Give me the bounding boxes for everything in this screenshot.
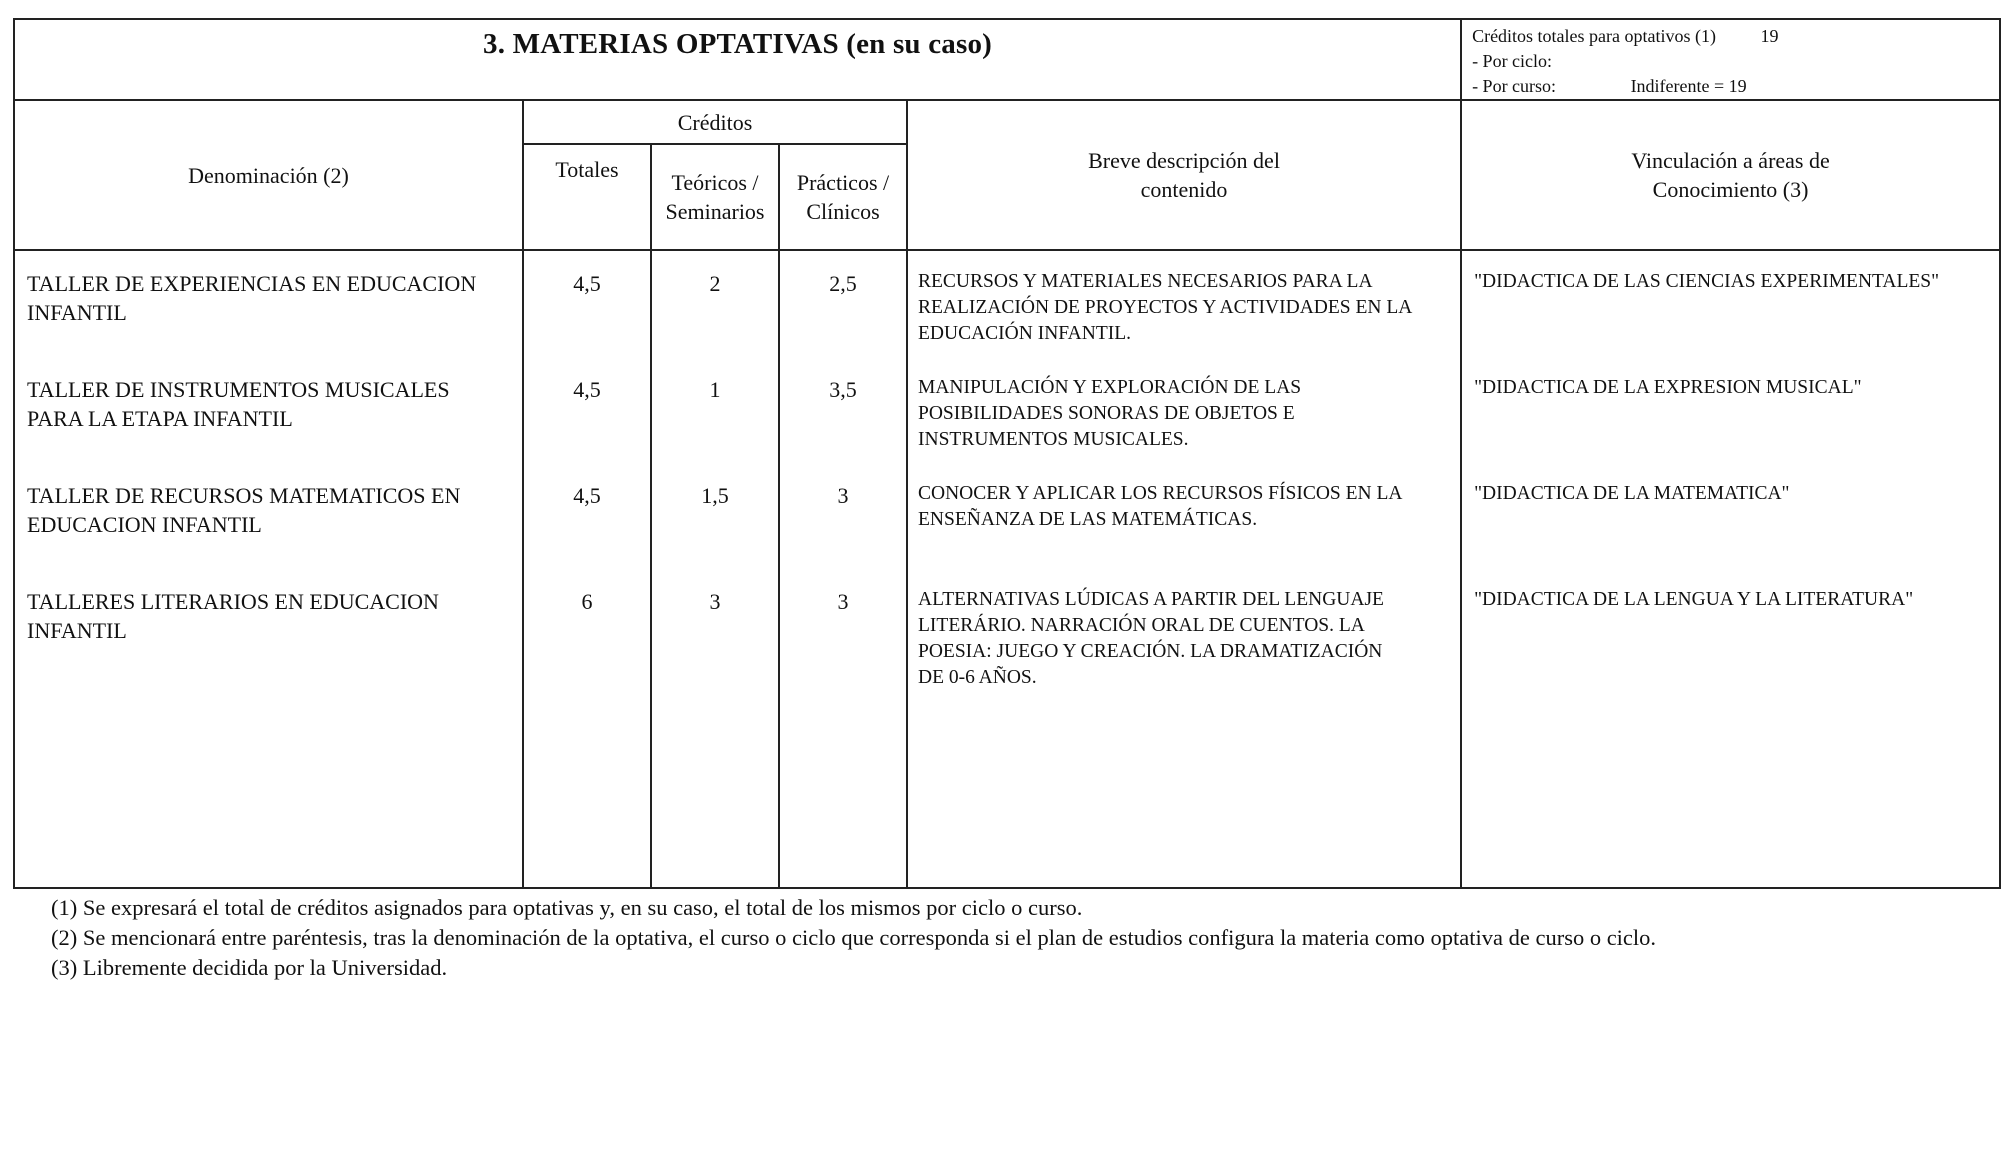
column-teoricos	[651, 250, 779, 888]
credit-teoricos-value: 2	[709, 271, 721, 296]
list-item	[27, 481, 522, 587]
header-denominacion	[14, 100, 523, 250]
credit-teoricos-value: 1,5	[701, 483, 729, 508]
header-vinculacion-line1: Vinculación a áreas de	[1631, 148, 1830, 173]
description-line: LITERÁRIO. NARRACIÓN ORAL DE CUENTOS. LA	[918, 615, 1365, 636]
subject-name-line: TALLER DE EXPERIENCIAS EN EDUCACION	[27, 271, 477, 296]
header-descripcion	[907, 100, 1461, 250]
column-vinculacion	[1461, 250, 2000, 888]
description-line: EDUCACIÓN INFANTIL.	[918, 323, 1132, 344]
list-item	[918, 587, 1454, 693]
description-line: RECURSOS Y MATERIALES NECESARIOS PARA LA	[918, 271, 1373, 292]
totals-line-overall	[1472, 24, 1999, 49]
section-title-cell	[14, 19, 1461, 100]
column-denominacion	[14, 250, 523, 888]
header-creditos	[523, 100, 907, 144]
credit-practicos-value: 3,5	[829, 377, 857, 402]
subject-name-line: INFANTIL	[27, 300, 127, 325]
footnote-1: (1) Se expresará el total de créditos asignados para optativas y, en su caso, el total de los mismos por ciclo o curso.	[51, 895, 1083, 920]
description-line: ENSEÑANZA DE LAS MATEMÁTICAS.	[918, 509, 1258, 530]
credit-teoricos-value: 3	[709, 589, 721, 614]
header-teoricos	[651, 144, 779, 250]
description-line: DE 0-6 AÑOS.	[918, 667, 1037, 688]
column-practicos	[779, 250, 907, 888]
description-line: POSIBILIDADES SONORAS DE OBJETOS E	[918, 403, 1295, 424]
knowledge-area: "DIDACTICA DE LA LENGUA Y LA LITERATURA"	[1474, 589, 1914, 610]
credit-totales-value: 4,5	[573, 377, 601, 402]
totals-line-ciclo	[1472, 49, 1999, 74]
column-totales	[523, 250, 651, 888]
subject-name-line: TALLER DE INSTRUMENTOS MUSICALES	[27, 377, 450, 402]
header-totales	[523, 144, 651, 250]
header-creditos-text: Créditos	[677, 109, 753, 135]
por-ciclo-label: - Por ciclo:	[1472, 51, 1553, 71]
footnotes	[51, 893, 1656, 983]
header-descripcion-line2: contenido	[1140, 177, 1228, 202]
totals-value: 19	[1760, 26, 1779, 46]
footnote-3: (3) Libremente decidida por la Universidad.	[51, 955, 448, 980]
header-vinculacion	[1461, 100, 2000, 250]
list-item	[27, 269, 522, 375]
section-title: 3. MATERIAS OPTATIVAS (en su caso)	[483, 28, 993, 60]
footnote-2: (2) Se mencionará entre paréntesis, tras la denominación de la optativa, el curso o ciclo que corresponda si el plan de estudios configura la materia como optativa de curso o ciclo.	[51, 925, 1657, 950]
credit-totales-value: 4,5	[573, 483, 601, 508]
subject-name-line: PARA LA ETAPA INFANTIL	[27, 406, 293, 431]
header-teoricos-line2: Seminarios	[665, 199, 765, 224]
por-curso-label: - Por curso:	[1472, 76, 1557, 96]
header-vinculacion-line2: Conocimiento (3)	[1652, 177, 1809, 202]
header-teoricos-line1: Teóricos /	[671, 170, 759, 195]
credit-totales-value: 6	[581, 589, 593, 614]
description-line: CONOCER Y APLICAR LOS RECURSOS FÍSICOS EN LA	[918, 483, 1403, 504]
subject-name-line: TALLER DE RECURSOS MATEMATICOS EN	[27, 483, 461, 508]
header-practicos-line1: Prácticos /	[796, 170, 890, 195]
description-line: MANIPULACIÓN Y EXPLORACIÓN DE LAS	[918, 377, 1302, 398]
knowledge-area: "DIDACTICA DE LA MATEMATICA"	[1474, 483, 1790, 504]
header-practicos	[779, 144, 907, 250]
list-item	[918, 269, 1454, 375]
totals-line-curso	[1472, 74, 1999, 99]
document-page	[13, 18, 1999, 889]
knowledge-area: "DIDACTICA DE LA EXPRESION MUSICAL"	[1474, 377, 1862, 398]
header-practicos-line2: Clínicos	[806, 199, 880, 224]
por-curso-value: Indiferente = 19	[1630, 76, 1747, 96]
description-line: ALTERNATIVAS LÚDICAS A PARTIR DEL LENGUAJE	[918, 589, 1384, 610]
subject-name-line: EDUCACION INFANTIL	[27, 512, 262, 537]
credit-totals-box	[1461, 19, 2000, 100]
credit-practicos-value: 2,5	[829, 271, 857, 296]
description-line: POESIA: JUEGO Y CREACIÓN. LA DRAMATIZACIÓN	[918, 641, 1383, 662]
optional-subjects-table	[13, 18, 2001, 889]
header-totales-text: Totales	[555, 157, 619, 182]
description-line: REALIZACIÓN DE PROYECTOS Y ACTIVIDADES EN LA	[918, 297, 1413, 318]
credit-practicos-value: 3	[837, 483, 849, 508]
credit-practicos-value: 3	[837, 589, 849, 614]
list-item	[918, 481, 1454, 587]
totals-label: Créditos totales para optativos (1)	[1472, 26, 1717, 46]
column-descripcion	[907, 250, 1461, 888]
description-line: INSTRUMENTOS MUSICALES.	[918, 429, 1189, 450]
list-item	[27, 375, 522, 481]
subject-name-line: TALLERES LITERARIOS EN EDUCACION	[27, 589, 439, 614]
credit-totales-value: 4,5	[573, 271, 601, 296]
header-descripcion-line1: Breve descripción del	[1088, 148, 1280, 173]
knowledge-area: "DIDACTICA DE LAS CIENCIAS EXPERIMENTALES"	[1474, 271, 1940, 292]
list-item	[27, 587, 522, 693]
subject-name-line: INFANTIL	[27, 618, 127, 643]
list-item	[918, 375, 1454, 481]
header-denominacion-text: Denominación (2)	[188, 162, 349, 188]
credit-teoricos-value: 1	[709, 377, 721, 402]
